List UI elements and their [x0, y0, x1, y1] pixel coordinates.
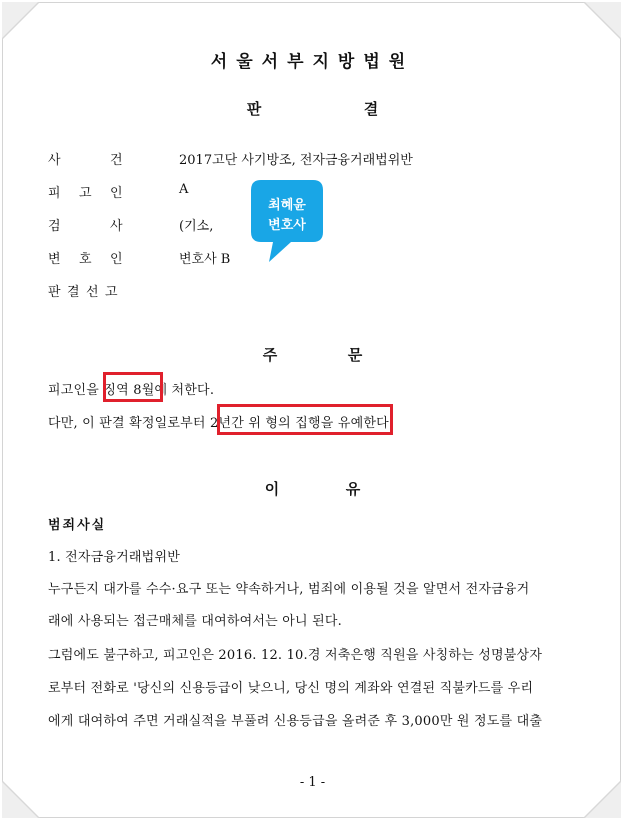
highlighted-sentence: 징역 8월 — [103, 383, 155, 398]
paragraph-line: 래에 사용되는 접근매체를 대여하여서는 아니 된다. — [48, 614, 342, 629]
paragraph-line: 누구든지 대가를 수수·요구 또는 약속하거나, 범죄에 이용될 것을 알면서 전자금융거 — [48, 582, 530, 597]
defendant-label: 피 고 인 — [48, 186, 123, 201]
judgment-date-label: 판 결 선 고 — [48, 285, 118, 300]
crime-facts-heading: 범죄사실 — [48, 518, 107, 533]
highlight-box — [103, 372, 163, 402]
order-heading: 주 문 — [262, 346, 363, 364]
prosecutor-label: 검 사 — [48, 219, 123, 234]
highlighted-probation: 2년간 위 형의 집행을 유예 — [210, 416, 364, 431]
paragraph-line: 로부터 전화로 '당신의 신용등급이 낮으니, 당신 명의 계좌와 연결된 직불카드를 우리 — [48, 681, 534, 696]
page-number: - 1 - — [299, 775, 326, 790]
counsel-value: 변호사 B — [179, 252, 231, 267]
counsel-label: 변 호 인 — [48, 252, 123, 267]
paragraph-line: 그럼에도 불구하고, 피고인은 2016. 12. 10.경 저축은행 직원을 사칭하는 성명불상자 — [48, 648, 543, 663]
highlight-box — [217, 404, 393, 435]
order-line-sentence: 피고인을 징역 8월에 처한다. — [48, 383, 215, 398]
court-name: 서울서부지방법원 — [210, 52, 415, 72]
document-title: 판 결 — [246, 100, 379, 118]
case-value: 2017고단 사기방조, 전자금융거래법위반 — [179, 153, 413, 168]
paragraph-line: 에게 대여하여 주면 거래실적을 부풀려 신용등급을 올려준 후 3,000만 원 정도를 대출 — [48, 714, 543, 729]
prosecutor-value: (기소, — [179, 219, 214, 234]
reasons-heading: 이 유 — [264, 480, 361, 498]
defendant-value: A — [179, 182, 189, 197]
stamp-line1: 최혜윤 — [268, 198, 306, 213]
order-line-probation: 다만, 이 판결 확정일로부터 2년간 위 형의 집행을 유예한다. — [48, 416, 394, 431]
item1-title: 1. 전자금융거래법위반 — [48, 550, 180, 565]
stamp-line2: 변호사 — [268, 218, 306, 233]
case-label: 사 건 — [48, 153, 123, 168]
